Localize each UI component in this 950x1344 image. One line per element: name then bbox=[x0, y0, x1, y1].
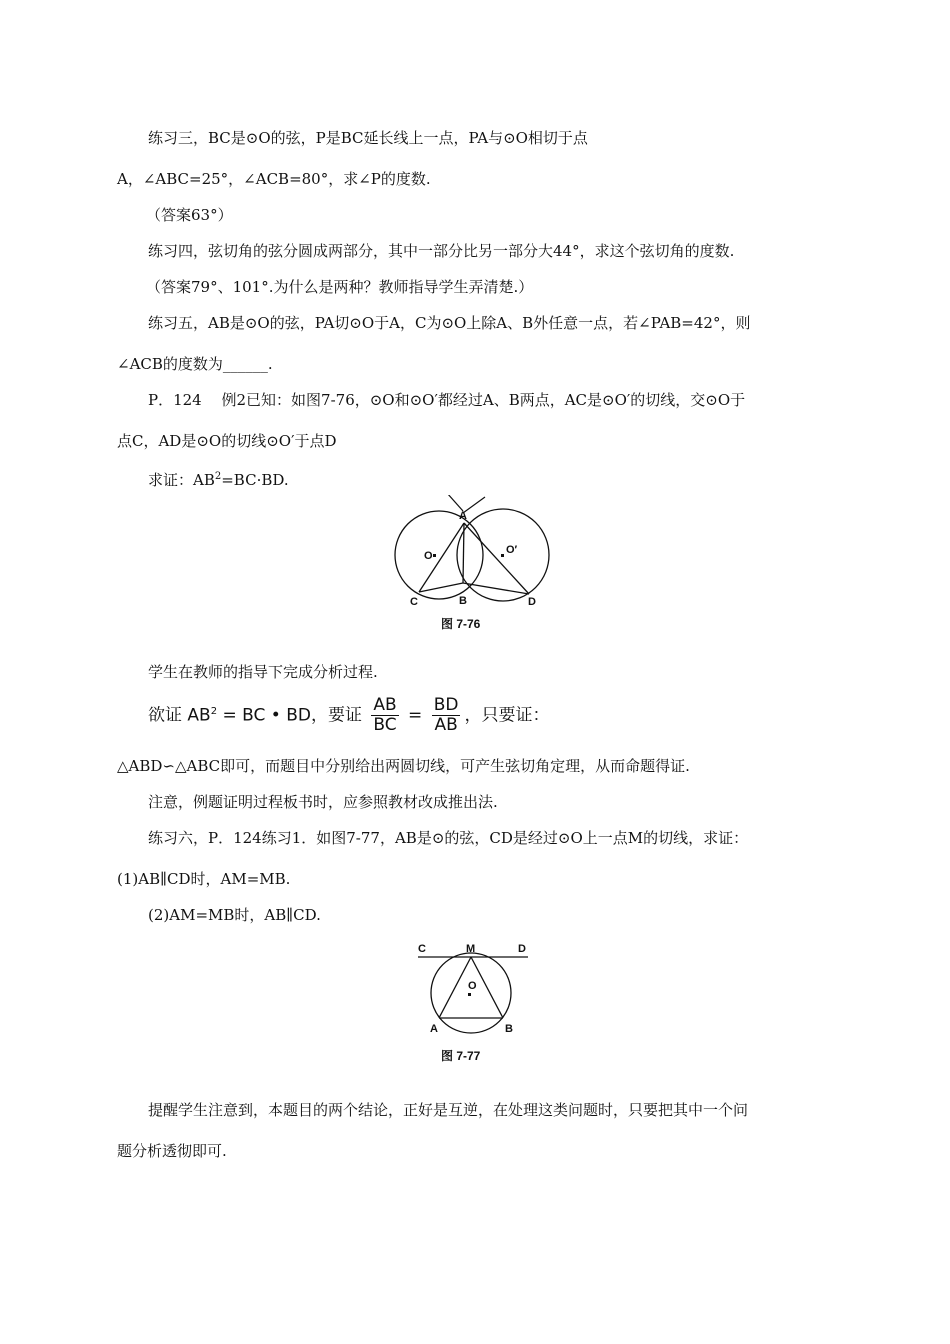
note-line: 注意，例题证明过程板书时，应参照教材改成推出法. bbox=[148, 793, 498, 811]
eq-sup: 2 bbox=[210, 705, 218, 717]
segment-ad bbox=[464, 523, 529, 594]
prove-pre: 求证：AB bbox=[148, 471, 215, 489]
exercise-3-answer: （答案63°） bbox=[146, 206, 233, 224]
segment-ma bbox=[439, 957, 471, 1018]
prove-post: =BC·BD. bbox=[221, 471, 289, 489]
segment-cb bbox=[419, 583, 463, 592]
figure-7-76 bbox=[385, 495, 565, 640]
label-d: D bbox=[518, 943, 526, 955]
figure-7-76-caption: 图 7-76 bbox=[441, 617, 481, 631]
eq-equals: = bbox=[402, 705, 428, 726]
exercise-4-answer: （答案79°、101°.为什么是两种？教师指导学生弄清楚.） bbox=[146, 278, 534, 296]
frac2-denominator: AB bbox=[434, 715, 458, 735]
label-a: A bbox=[430, 1023, 438, 1035]
frac2-numerator: BD bbox=[433, 695, 459, 715]
label-c: C bbox=[418, 943, 426, 955]
analysis-intro: 学生在教师的指导下完成分析过程. bbox=[148, 663, 378, 681]
tangent-line-1 bbox=[447, 495, 463, 511]
label-d: D bbox=[528, 596, 536, 608]
prove-statement bbox=[148, 467, 289, 490]
prove-sup: 2 bbox=[214, 471, 222, 482]
center-o-dot bbox=[433, 554, 436, 557]
center-o-prime-dot bbox=[501, 554, 504, 557]
label-o-prime: O′ bbox=[506, 544, 518, 556]
exercise-3-line1: 练习三，BC是⊙O的弦，P是BC延长线上一点，PA与⊙O相切于点 bbox=[148, 129, 588, 147]
exercise-3-line2: A，∠ABC=25°，∠ACB=80°，求∠P的度数. bbox=[117, 170, 431, 188]
label-b: B bbox=[505, 1023, 513, 1035]
exercise-5-line1: 练习五，AB是⊙O的弦，PA切⊙O于A，C为⊙O上除A、B外任意一点，若∠PAB=42°，则 bbox=[148, 314, 751, 332]
example-2-line2: 点C，AD是⊙O的切线⊙O′于点D bbox=[117, 432, 337, 450]
label-o: O bbox=[468, 980, 477, 992]
eq-mid: = BC • BD，要证 bbox=[217, 705, 362, 726]
eq-suffix: ，只要证： bbox=[464, 705, 550, 726]
segment-bd bbox=[463, 583, 529, 594]
reminder-line2: 题分析透彻即可. bbox=[117, 1142, 227, 1160]
eq-prefix: 欲证 AB bbox=[148, 705, 211, 726]
figure-7-77-caption: 图 7-77 bbox=[441, 1049, 481, 1063]
label-b: B bbox=[459, 595, 467, 607]
exercise-6-part1: (1)AB∥CD时，AM=MB. bbox=[117, 870, 291, 888]
analysis-equation bbox=[148, 696, 549, 735]
frac1-numerator: AB bbox=[373, 695, 397, 715]
center-o-dot bbox=[468, 993, 471, 996]
exercise-6-line1: 练习六，P．124练习1．如图7-77，AB是⊙的弦，CD是经过⊙O上一点M的切线，求证： bbox=[148, 829, 749, 847]
label-a: A bbox=[459, 510, 467, 522]
label-c: C bbox=[410, 596, 418, 608]
figure-7-77 bbox=[410, 938, 540, 1068]
exercise-5-line2: ∠ACB的度数为______. bbox=[117, 355, 273, 373]
reminder-line1: 提醒学生注意到，本题目的两个结论，正好是互逆，在处理这类问题时，只要把其中一个问 bbox=[148, 1101, 749, 1119]
label-m: M bbox=[466, 943, 476, 955]
exercise-6-part2: (2)AM=MB时，AB∥CD. bbox=[148, 906, 321, 924]
fraction-ab-bc bbox=[371, 696, 398, 735]
circle-o bbox=[395, 511, 483, 599]
similar-triangles-line: △ABD∽△ABC即可，而题目中分别给出两圆切线，可产生弦切角定理，从而命题得证. bbox=[117, 757, 690, 775]
label-o: O bbox=[424, 550, 433, 562]
frac1-denominator: BC bbox=[373, 715, 397, 735]
example-2-line1: P．124 例2已知：如图7-76，⊙O和⊙O′都经过A、B两点，AC是⊙O′的切线，交⊙O于 bbox=[148, 391, 746, 409]
fraction-bd-ab bbox=[432, 696, 461, 735]
exercise-4: 练习四，弦切角的弦分圆成两部分，其中一部分比另一部分大44°，求这个弦切角的度数. bbox=[148, 242, 735, 260]
